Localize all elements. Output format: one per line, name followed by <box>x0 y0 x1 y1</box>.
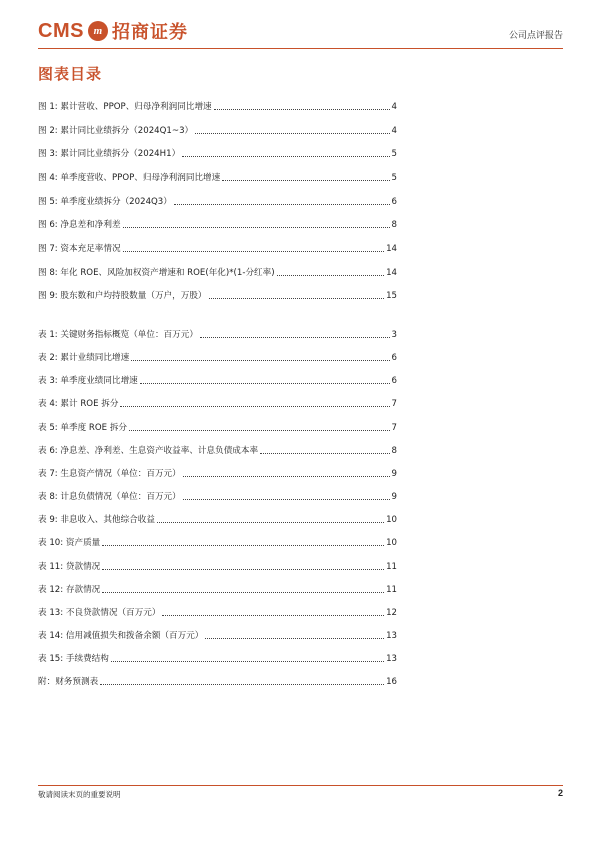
cms-logo <box>38 18 188 44</box>
toc-entry-page: 13 <box>386 654 397 665</box>
toc-entry-page: 16 <box>386 677 397 688</box>
toc-entry-page: 15 <box>386 291 397 302</box>
toc-entry-label: 图 1: 累计营收、PPOP、归母净利润同比增速 <box>38 102 212 112</box>
toc-leader-dots <box>182 156 389 157</box>
toc-entry[interactable] <box>38 628 397 642</box>
toc-entry[interactable] <box>38 288 397 302</box>
toc-leader-dots <box>222 180 389 181</box>
toc-entry-page: 10 <box>386 515 397 526</box>
toc-leader-dots <box>120 406 389 407</box>
toc-entry[interactable] <box>38 674 397 688</box>
toc-entry-page: 3 <box>391 330 397 340</box>
toc-entry-page: 9 <box>391 492 397 503</box>
toc-entry[interactable] <box>38 489 397 503</box>
toc-entry[interactable] <box>38 582 397 596</box>
toc-entry-label: 图 6: 净息差和净利差 <box>38 220 121 231</box>
toc-entry-page: 10 <box>386 538 397 549</box>
toc-entry[interactable] <box>38 241 397 255</box>
toc-entry[interactable] <box>38 217 397 231</box>
toc-entry[interactable] <box>38 170 397 184</box>
toc-entry[interactable] <box>38 559 397 573</box>
logo-text-cn: 招商证券 <box>111 22 188 43</box>
toc-entry[interactable] <box>38 420 397 434</box>
page-header <box>38 18 563 48</box>
toc-entry-page: 4 <box>391 125 397 136</box>
toc-leader-dots <box>102 545 384 546</box>
toc-leader-dots <box>131 360 389 361</box>
toc-entry-page: 6 <box>391 353 397 364</box>
toc-entry-page: 14 <box>386 243 397 254</box>
toc-entry[interactable] <box>38 396 397 410</box>
toc-entry-page: 7 <box>391 399 397 410</box>
toc-entry[interactable] <box>38 327 397 341</box>
toc-entry-label: 表 4: 累计 ROE 拆分 <box>38 399 119 410</box>
toc-leader-dots <box>123 227 390 228</box>
toc-leader-dots <box>162 615 384 616</box>
toc-entry-label: 图 3: 累计同比业绩拆分（2024H1） <box>38 149 181 160</box>
toc-entry-label: 图 2: 累计同比业绩拆分（2024Q1~3） <box>38 125 194 136</box>
toc-leader-dots <box>277 275 384 276</box>
toc-entry[interactable] <box>38 123 397 137</box>
toc-entry[interactable] <box>38 535 397 549</box>
toc-entry-page: 14 <box>386 267 397 278</box>
toc-leader-dots <box>100 684 384 685</box>
toc-leader-dots <box>129 430 390 431</box>
toc-entry-label: 表 14: 信用减值损失和拨备余额（百万元） <box>38 630 204 641</box>
page-number: 2 <box>557 788 563 798</box>
toc-entry[interactable] <box>38 99 397 113</box>
logo-mark-icon: m <box>88 21 108 41</box>
toc-entry-page: 8 <box>391 445 397 456</box>
toc-entry[interactable] <box>38 265 397 279</box>
toc-entry[interactable] <box>38 350 397 364</box>
toc-leader-dots <box>174 204 390 205</box>
toc-entry-label: 图 8: 年化 ROE、风险加权资产增速和 ROE(年化)*(1-分红率) <box>38 267 275 278</box>
toc-leader-dots <box>102 569 384 570</box>
toc-entry-label: 表 8: 计息负债情况（单位：百万元） <box>38 492 181 503</box>
toc-entry-page: 5 <box>391 172 397 183</box>
toc-leader-dots <box>123 251 384 252</box>
toc-entry-page: 4 <box>391 102 397 112</box>
toc-entry-page: 9 <box>391 468 397 479</box>
disclaimer-note: 敬请阅读末页的重要说明 <box>38 790 121 799</box>
toc-entry-label: 表 2: 累计业绩同比增速 <box>38 353 130 364</box>
toc-leader-dots <box>140 383 390 384</box>
toc-entry-page: 6 <box>391 376 397 387</box>
toc-entry-page: 8 <box>391 220 397 231</box>
toc-entry-label: 表 3: 单季度业绩同比增速 <box>38 376 138 387</box>
toc-leader-dots <box>209 298 385 299</box>
footer-divider <box>38 785 563 786</box>
toc-entry-page: 5 <box>391 149 397 160</box>
toc-entry-label: 图 4: 单季度营收、PPOP、归母净利润同比增速 <box>38 172 221 183</box>
toc-leader-dots <box>183 476 390 477</box>
header-divider <box>38 48 563 49</box>
toc-leader-dots <box>102 592 384 593</box>
toc-leader-dots <box>111 661 384 662</box>
toc-entry-page: 12 <box>386 607 397 618</box>
toc-leader-dots <box>214 109 390 110</box>
toc-entry-label: 表 11: 贷款情况 <box>38 561 101 572</box>
toc-entry-page: 6 <box>391 196 397 207</box>
toc-entry-label: 表 12: 存款情况 <box>38 584 101 595</box>
toc-entry-label: 表 6: 净息差、净利差、生息资产收益率、计息负债成本率 <box>38 445 259 456</box>
toc-entry-page: 11 <box>386 584 397 595</box>
toc-entry[interactable] <box>38 651 397 665</box>
toc-leader-dots <box>157 522 384 523</box>
toc-entry-label: 表 7: 生息资产情况（单位：百万元） <box>38 468 181 479</box>
toc-entry-label: 表 10: 资产质量 <box>38 538 101 549</box>
toc-entry-label: 表 9: 非息收入、其他综合收益 <box>38 515 155 526</box>
toc-entry[interactable] <box>38 466 397 480</box>
toc-entry-page: 13 <box>386 630 397 641</box>
toc-entry[interactable] <box>38 373 397 387</box>
toc-entry[interactable] <box>38 146 397 160</box>
toc-entry-label: 图 7: 资本充足率情况 <box>38 243 121 254</box>
logo-text-en: CMS <box>38 19 84 42</box>
toc-entry[interactable] <box>38 443 397 457</box>
toc-leader-dots <box>200 337 390 338</box>
toc-leader-dots <box>195 133 389 134</box>
report-type-label: 公司点评报告 <box>508 31 563 41</box>
toc-entry-label: 图 9: 股东数和户均持股数量（万户，万股） <box>38 291 207 302</box>
toc-leader-dots <box>260 453 389 454</box>
toc-entry-page: 7 <box>391 422 397 433</box>
toc-entry-label: 表 13: 不良贷款情况（百万元） <box>38 607 161 618</box>
toc-entry-label: 表 1: 关键财务指标概览（单位：百万元） <box>38 330 198 340</box>
toc-entry-label: 表 15: 手续费结构 <box>38 654 109 665</box>
toc-entry[interactable] <box>38 605 397 619</box>
toc-entry-label: 附：财务预测表 <box>38 677 99 688</box>
toc-leader-dots <box>205 638 384 639</box>
toc-entry[interactable] <box>38 512 397 526</box>
toc-leader-dots <box>183 499 390 500</box>
section-title: 图表目录 <box>38 65 103 83</box>
toc-entry-label: 图 5: 单季度业绩拆分（2024Q3） <box>38 196 172 207</box>
toc-entry-page: 11 <box>386 561 397 572</box>
toc-entry[interactable] <box>38 194 397 208</box>
toc-entry-label: 表 5: 单季度 ROE 拆分 <box>38 422 128 433</box>
